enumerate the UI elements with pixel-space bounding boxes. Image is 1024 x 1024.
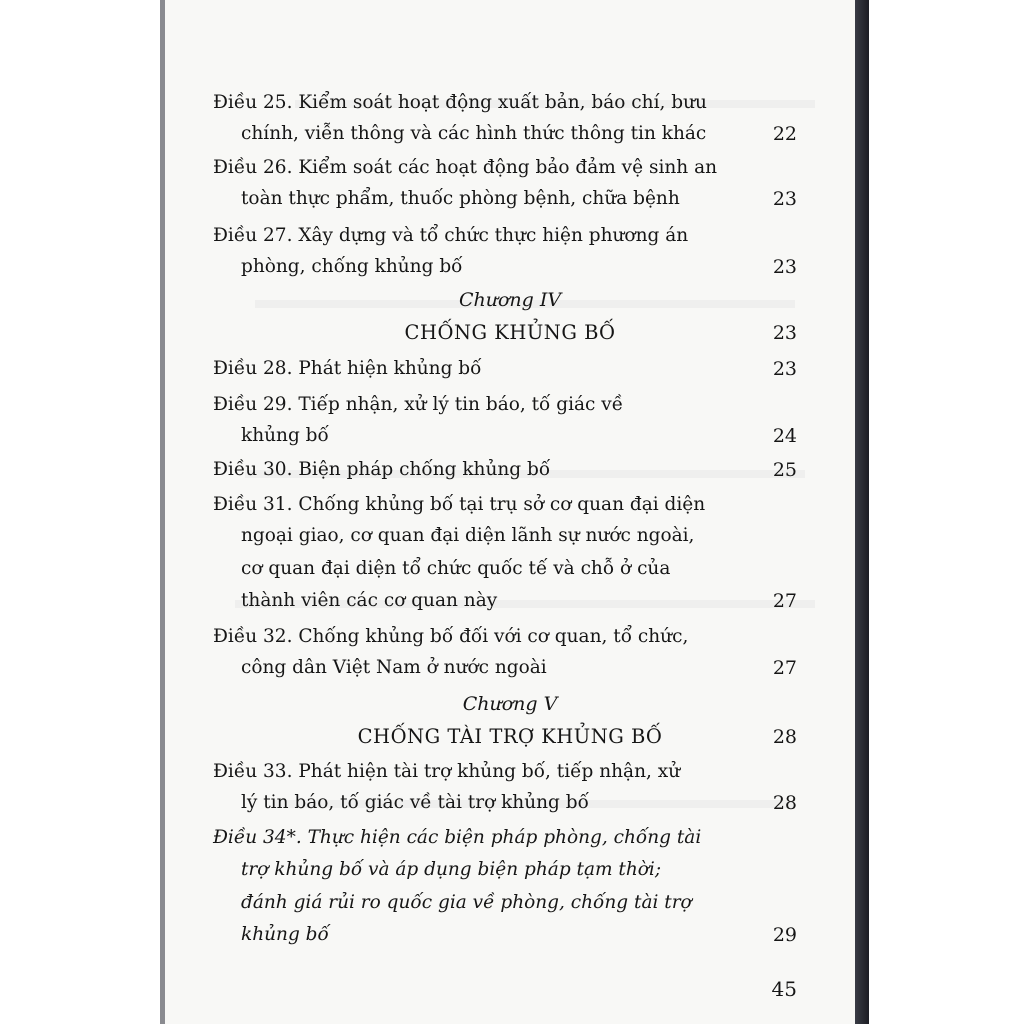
chapter-4-title: CHỐNG KHỦNG BỐ (404, 321, 616, 344)
toc-entry-31-line-4: thành viên các cơ quan này (241, 590, 498, 611)
toc-entry-28-line-1: Điều 28. Phát hiện khủng bố (213, 358, 482, 379)
chapter-4-page: 23 (772, 322, 797, 344)
toc-entry-31-line-2: ngoại giao, cơ quan đại diện lãnh sự nước ngoài, (241, 525, 695, 546)
toc-entry-32-line-1: Điều 32. Chống khủng bố đối với cơ quan, tổ chức, (213, 626, 689, 647)
toc-entry-26-line-2: toàn thực phẩm, thuốc phòng bệnh, chữa bệnh (241, 188, 680, 209)
chapter-5-page: 28 (772, 726, 797, 748)
toc-entry-25-line-2: chính, viễn thông và các hình thức thông tin khác (241, 123, 707, 144)
toc-entry-28-page: 23 (772, 358, 797, 380)
toc-entry-31-line-3: cơ quan đại diện tổ chức quốc tế và chỗ ở của (241, 558, 671, 579)
chapter-5-label: Chương V (462, 693, 558, 715)
toc-entry-34-page: 29 (772, 924, 797, 946)
toc-entry-29-line-2: khủng bố (241, 425, 329, 446)
toc-entry-27-line-1: Điều 27. Xây dựng và tổ chức thực hiện phương án (213, 225, 689, 246)
toc-entry-34-line-3: đánh giá rủi ro quốc gia về phòng, chống tài trợ (241, 892, 692, 913)
toc-entry-34-line-4: khủng bố (241, 924, 329, 945)
toc-entry-33-line-2: lý tin báo, tố giác về tài trợ khủng bố (241, 792, 589, 813)
toc-entry-32-page: 27 (772, 657, 797, 679)
toc-entry-34-line-1: Điều 34*. Thực hiện các biện pháp phòng, chống tài (213, 827, 702, 848)
toc-entry-29-page: 24 (772, 425, 797, 447)
chapter-5-title: CHỐNG TÀI TRỢ KHỦNG BỐ (357, 725, 663, 748)
toc-entry-31-page: 27 (772, 590, 797, 612)
toc-entry-30-page: 25 (772, 459, 797, 481)
toc-entry-27-line-2: phòng, chống khủng bố (241, 256, 463, 277)
table-of-contents (165, 0, 855, 1024)
book-page (165, 0, 855, 1024)
toc-entry-27-page: 23 (772, 256, 797, 278)
toc-entry-33-line-1: Điều 33. Phát hiện tài trợ khủng bố, tiếp nhận, xử (213, 761, 681, 782)
chapter-4-label: Chương IV (458, 289, 562, 311)
toc-entry-33-page: 28 (772, 792, 797, 814)
book-cover-edge (855, 0, 869, 1024)
toc-entry-29-line-1: Điều 29. Tiếp nhận, xử lý tin báo, tố giác về (213, 394, 624, 415)
toc-entry-26-page: 23 (772, 188, 797, 210)
toc-entry-25-line-1: Điều 25. Kiểm soát hoạt động xuất bản, báo chí, bưu (213, 92, 707, 113)
page-number: 45 (771, 977, 797, 1001)
toc-entry-30-line-1: Điều 30. Biện pháp chống khủng bố (213, 459, 551, 480)
toc-entry-26-line-1: Điều 26. Kiểm soát các hoạt động bảo đảm vệ sinh an (213, 157, 718, 178)
toc-entry-34-line-2: trợ khủng bố và áp dụng biện pháp tạm thời; (241, 859, 662, 880)
toc-entry-25-page: 22 (772, 123, 797, 145)
toc-entry-32-line-2: công dân Việt Nam ở nước ngoài (241, 657, 547, 678)
toc-entry-31-line-1: Điều 31. Chống khủng bố tại trụ sở cơ quan đại diện (213, 494, 706, 515)
